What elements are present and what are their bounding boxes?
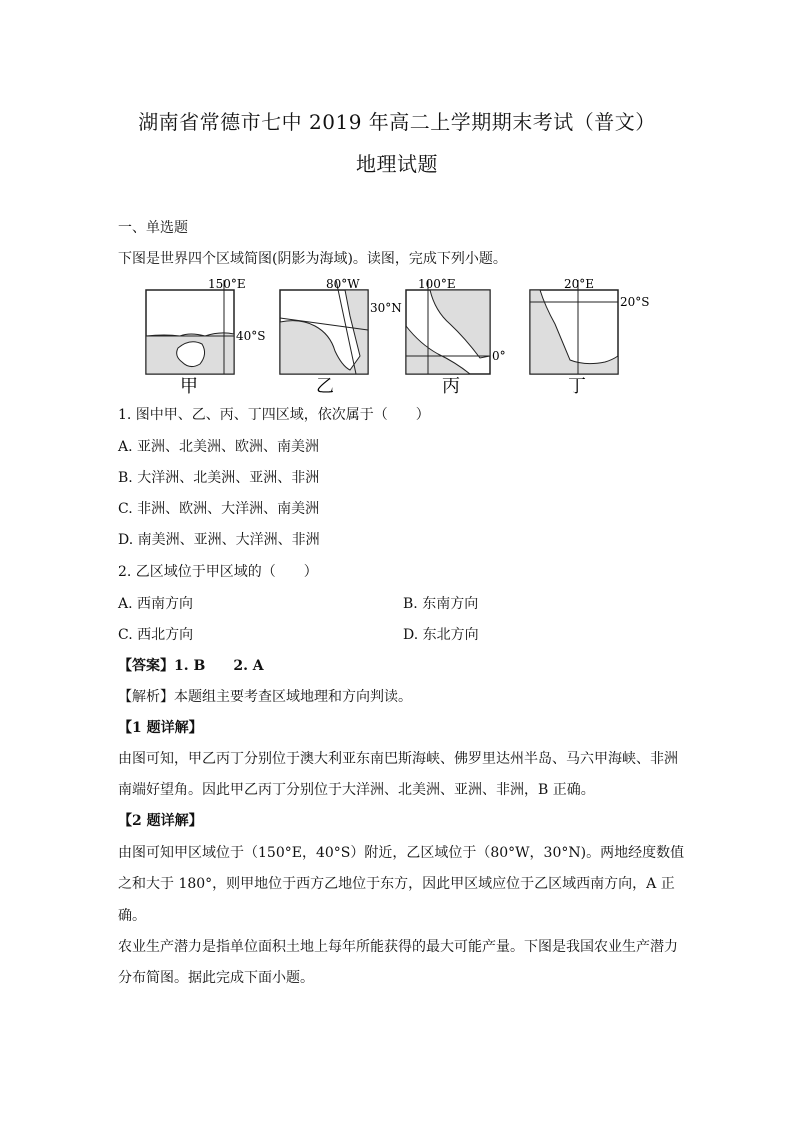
- map-ding: [530, 277, 650, 396]
- intro-2-line-2: 分布简图。据此完成下面小题。: [118, 970, 314, 986]
- map-jia: [146, 277, 266, 396]
- section-heading: 一、单选题: [118, 220, 188, 236]
- question-2-option-c: C. 西北方向: [118, 627, 194, 643]
- question-1-option-c: C. 非洲、欧洲、大洋洲、南美洲: [118, 501, 320, 517]
- intro-text: 下图是世界四个区域简图(阴影为海域)。读图，完成下列小题。: [118, 251, 507, 267]
- map-bing-lon: 100°E: [418, 277, 456, 291]
- map-ding-lat: 20°S: [620, 295, 650, 309]
- question-1-stem: 1. 图中甲、乙、丙、丁四区域，依次属于（ ）: [118, 407, 430, 423]
- map-jia-lon: 150°E: [208, 277, 246, 291]
- map-jia-name: 甲: [180, 376, 198, 396]
- question-1-option-a: A. 亚洲、北美洲、欧洲、南美洲: [118, 439, 320, 455]
- map-ding-lon: 20°E: [564, 277, 595, 291]
- region-maps: [130, 276, 670, 396]
- map-bing-lat: 0°: [492, 349, 506, 363]
- detail-1-line-1: 由图可知，甲乙丙丁分别位于澳大利亚东南巴斯海峡、佛罗里达州半岛、马六甲海峡、非洲: [118, 751, 678, 767]
- detail-2-line-3: 确。: [118, 908, 146, 924]
- question-2-option-d: D. 东北方向: [403, 627, 479, 643]
- question-1-option-b: B. 大洋洲、北美洲、亚洲、非洲: [118, 470, 320, 486]
- question-2-option-b: B. 东南方向: [403, 596, 479, 612]
- question-2-option-a: A. 西南方向: [118, 596, 194, 612]
- exam-subtitle: 地理试题: [356, 152, 438, 176]
- question-2-stem: 2. 乙区域位于甲区域的（ ）: [118, 564, 318, 580]
- map-yi-lat: 30°N: [370, 301, 402, 315]
- answer-line: 【答案】1. B 2. A: [118, 658, 264, 674]
- map-bing-name: 丙: [442, 376, 460, 396]
- detail-2-heading: 【2 题详解】: [118, 813, 203, 829]
- map-ding-name: 丁: [568, 376, 586, 396]
- map-bing: [406, 277, 506, 396]
- map-yi-name: 乙: [316, 376, 334, 396]
- intro-2-line-1: 农业生产潜力是指单位面积土地上每年所能获得的最大可能产量。下图是我国农业生产潜力: [118, 939, 678, 955]
- analysis-line: 【解析】本题组主要考查区域地理和方向判读。: [118, 689, 412, 705]
- detail-1-heading: 【1 题详解】: [118, 720, 203, 736]
- question-1-option-d: D. 南美洲、亚洲、大洋洲、非洲: [118, 532, 320, 548]
- exam-title: 湖南省常德市七中 2019 年高二上学期期末考试（普文）: [138, 110, 656, 134]
- detail-2-line-2: 之和大于 180°，则甲地位于西方乙地位于东方，因此甲区域应位于乙区域西南方向，A 正: [118, 876, 675, 892]
- map-yi-lon: 80°W: [326, 277, 360, 291]
- map-yi: [280, 277, 402, 396]
- detail-2-line-1: 由图可知甲区域位于（150°E，40°S）附近，乙区域位于（80°W，30°N)。两地经度数值: [118, 845, 685, 861]
- detail-1-line-2: 南端好望角。因此甲乙丙丁分别位于大洋洲、北美洲、亚洲、非洲，B 正确。: [118, 782, 595, 798]
- map-jia-lat: 40°S: [236, 329, 266, 343]
